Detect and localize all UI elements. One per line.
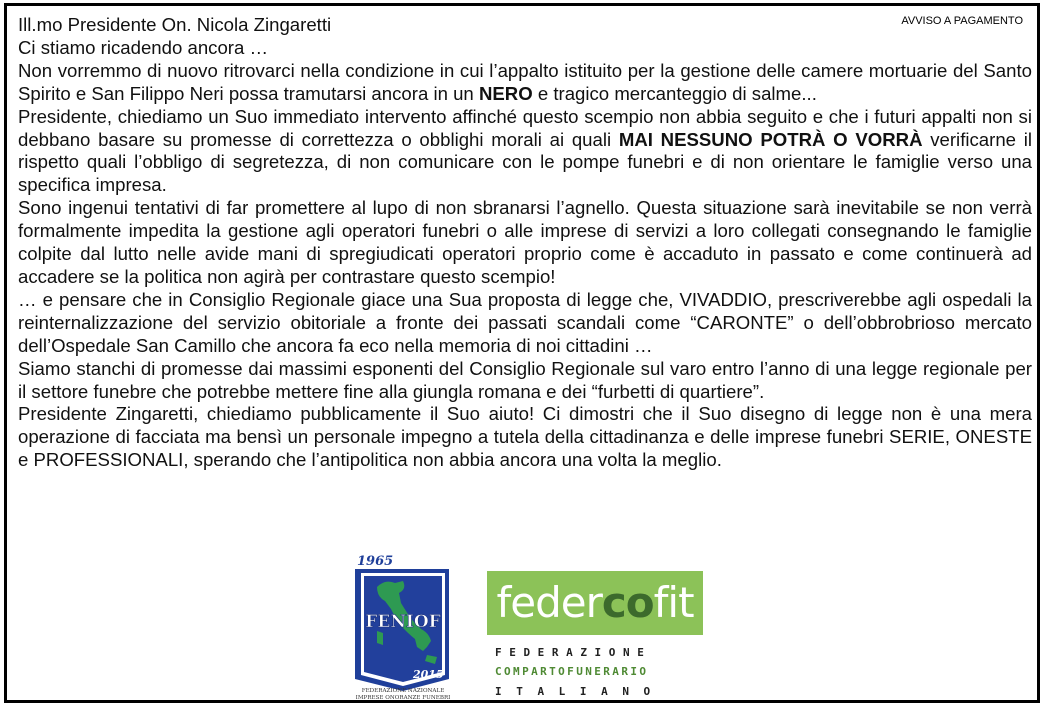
svg-text:2015: 2015 — [413, 668, 444, 681]
paragraph-2: Non vorremmo di nuovo ritrovarci nella condizione in cui l’appalto istituito per la gestione delle camere mortuarie del Santo Spirito e San Filippo Neri possa tramutarsi ancora in un NERO e tragico mercanteggio di salme... — [18, 59, 1032, 104]
paragraph-1: Ci stiamo ricadendo ancora … — [18, 36, 269, 58]
federcofit-line-1: FEDERAZIONE — [495, 646, 652, 659]
svg-text:FENIOF: FENIOF — [365, 612, 441, 632]
svg-text:1965: 1965 — [357, 554, 394, 569]
paragraph-7: Presidente Zingaretti, chiediamo pubblicamente il Suo aiuto! Ci dimostri che il Suo disegno di legge non è una mera operazione di facciata ma bensì un personale impegno a tutela della cittadinanza e delle imprese funebri SERIE, ONESTE e PROFESSIONALI, sperando che l’antipolitica non abbia ancora una volta la meglio. — [18, 403, 1032, 471]
open-letter — [18, 14, 1032, 472]
feniof-logo — [347, 551, 459, 701]
svg-text:FEDERAZIONE NAZIONALE: FEDERAZIONE NAZIONALE — [361, 688, 445, 694]
paragraph-3: Presidente, chiediamo un Suo immediato intervento affinché questo scempio non abbia seguito e che i futuri appalti non si debbano basare su promesse di correttezza o obblighi morali ai quali MAI NESSUNO POTRÀ O VORRÀ verificarne il rispetto quali l’obbligo di segretezza, di non comunicare con le pompe funebri e di non orientare le famiglie verso una specifica impresa. — [18, 105, 1032, 196]
federcofit-wordmark: federcofit — [487, 571, 703, 635]
federcofit-logo — [487, 571, 707, 698]
paragraph-5: … e pensare che in Consiglio Regionale giace una Sua proposta di legge che, VIVADDIO, prescriverebbe agli ospedali la reinternalizzazione del servizio obitoriale a fronte dei passati scandali come “CARONTE” o dell’obbrobrioso mercato dell’Ospedale San Camillo che ancora fa eco nella memoria di noi cittadini … — [18, 288, 1032, 356]
paragraph-6: Siamo stanchi di promesse dai massimi esponenti del Consiglio Regionale sul varo entro l’anno di una legge regionale per il settore funebre che potrebbe mettere fine alla giungla romana e dei “furbetti di quartiere”. — [18, 357, 1032, 402]
federcofit-line-2: COMPARTOFUNERARIO — [495, 665, 649, 678]
paragraph-4: Sono ingenui tentativi di far promettere al lupo di non sbranarsi l’agnello. Questa situazione sarà inevitabile se non verrà formalmente impedita la gestione agli operatori funebri o alle imprese di servizi a loro collegati consegnando le famiglie colpite dal lutto nelle avide mani di spregiudicati operatori proprio come è accaduto in passato e come continuerà ad accadere se la politica non agirà per contrastare questo scempio! — [18, 197, 1032, 287]
advert-frame — [4, 3, 1040, 703]
salutation: Ill.mo Presidente On. Nicola Zingaretti — [18, 14, 332, 35]
federcofit-line-3: ITALIANO — [495, 685, 665, 698]
paid-notice-label: AVVISO A PAGAMENTO — [901, 15, 1023, 27]
svg-text:IMPRESE ONORANZE FUNEBRI: IMPRESE ONORANZE FUNEBRI — [355, 695, 451, 701]
